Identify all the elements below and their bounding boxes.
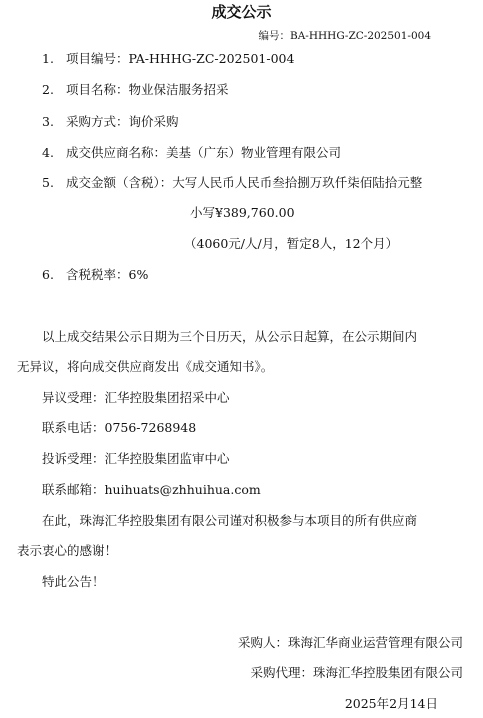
complaint-contact: 投诉受理：汇华控股集团监审中心 bbox=[42, 451, 230, 466]
item-text: 成交供应商名称：美基（广东）物业管理有限公司 bbox=[66, 145, 342, 160]
item-contract-amount bbox=[42, 175, 422, 191]
item-supplier-name bbox=[42, 145, 341, 161]
contact-email: 联系邮箱：huihuats@zhhuihua.com bbox=[42, 482, 261, 497]
purchaser-signature: 采购人：珠海汇华商业运营管理有限公司 bbox=[237, 635, 463, 650]
item-project-number bbox=[42, 51, 294, 67]
document-number: 编号：BA-HHHG-ZC-202501-004 bbox=[258, 30, 431, 42]
contact-phone: 联系电话：0756-7268948 bbox=[42, 420, 197, 435]
document-title: 成交公示 bbox=[211, 3, 272, 21]
announcement-paragraph-line1: 以上成交结果公示日期为三个日历天，从公示日起算，在公示期间内 bbox=[42, 329, 418, 344]
item-text: 含税税率：6% bbox=[66, 267, 149, 282]
item-index: 5. bbox=[42, 175, 54, 190]
item-tax-rate bbox=[42, 267, 148, 283]
amount-note: （4060元/人/月，暂定8人，12个月） bbox=[184, 236, 399, 251]
item-text: 成交金额（含税）：大写人民币人民币叁拾捌万玖仟柒佰陆拾元整 bbox=[66, 175, 423, 190]
item-procurement-method bbox=[42, 114, 179, 130]
objection-contact: 异议受理：汇华控股集团招采中心 bbox=[42, 390, 230, 405]
item-index: 3. bbox=[42, 114, 54, 129]
item-project-name bbox=[42, 82, 229, 98]
item-text: 项目名称：物业保洁服务招采 bbox=[66, 82, 229, 97]
amount-lowercase: 小写¥389,760.00 bbox=[190, 205, 295, 220]
item-index: 1. bbox=[42, 51, 54, 66]
announcement-date: 2025年2月14日 bbox=[344, 696, 438, 711]
item-index: 6. bbox=[42, 267, 54, 282]
item-text: 采购方式：询价采购 bbox=[66, 114, 179, 129]
thanks-paragraph-line1: 在此，珠海汇华控股集团有限公司谨对积极参与本项目的所有供应商 bbox=[42, 513, 418, 528]
item-text: 项目编号：PA-HHHG-ZC-202501-004 bbox=[66, 51, 295, 66]
agent-signature: 采购代理：珠海汇华控股集团有限公司 bbox=[250, 665, 463, 680]
item-index: 2. bbox=[42, 82, 54, 97]
item-index: 4. bbox=[42, 145, 54, 160]
thanks-paragraph-line2: 表示衷心的感谢！ bbox=[17, 543, 118, 558]
closing-announcement: 特此公告！ bbox=[42, 574, 105, 589]
announcement-paragraph-line2: 无异议，将向成交供应商发出《成交通知书》。 bbox=[17, 359, 274, 374]
